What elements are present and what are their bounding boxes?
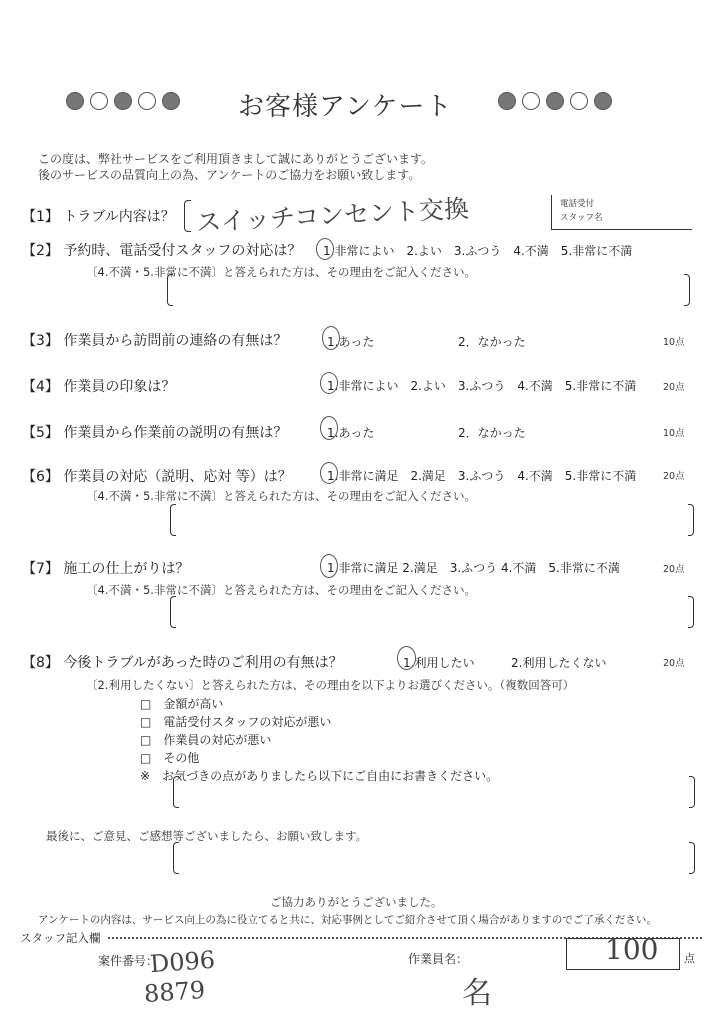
right-dots-decoration [498,92,612,110]
case-number-label: 案件番号： [98,954,159,968]
q7-note: 〔4.不満・5.非常に不満〕と答えられた方は、その理由をご記入ください。 [86,583,476,597]
q7-reason-field[interactable] [170,596,694,628]
q8-reason-1-label: 金額が高い [163,697,224,711]
staff-entry-label: スタッフ記入欄 [20,931,101,945]
q3-points: 10点 [663,337,685,348]
q4-points: 20点 [663,382,685,393]
q6-reason-field[interactable] [170,504,694,536]
disclaimer-text: アンケートの内容は、サービス向上の為に役立てると共に、対応事例としてご紹介させて頂く場合がありますのでご了承ください。 [38,914,657,926]
q8-reason-1[interactable]: □ 金額が高い [140,697,224,711]
q6-label: 【6】 作業員の対応（説明、応対 等）は？ [22,469,292,485]
q7-points: 20点 [663,564,685,575]
q1-answer-handwritten[interactable]: スイッチコンセント交換 [195,193,470,238]
q2-options[interactable]: 1.非常によい 2.よい 3.ふつう 4.不満 5.非常に不満 [323,244,633,258]
title-row [0,86,728,122]
q7-selection-mark [320,554,338,578]
q3-option-2[interactable]: 2．なかった [458,335,526,349]
q3-label: 【3】 作業員から訪問前の連絡の有無は？ [22,333,288,349]
q3-selection-mark [322,326,340,350]
final-comment-field[interactable] [173,842,695,874]
worker-signature: 名 [462,976,492,1011]
staff-box-line-2: スタッフ名 [560,213,603,223]
q6-points: 20点 [663,471,685,482]
q1-label: 【1】 トラブル内容は？ [22,209,175,225]
q6-note: 〔4.不満・5.非常に不満〕と答えられた方は、その理由をご記入ください。 [86,489,476,503]
q8-reason-2[interactable]: □ 電話受付スタッフの対応が悪い [140,715,332,729]
q2-note: 〔4.不満・5.非常に不満〕と答えられた方は、その理由をご記入ください。 [86,265,476,279]
staff-name-box [551,195,692,230]
q8-reason-2-label: 電話受付スタッフの対応が悪い [163,715,332,729]
q7-options[interactable]: 1.非常に満足 2.満足 3.ふつう 4.不満 5.非常に不満 [327,561,620,575]
q8-reason-3-label: 作業員の対応が悪い [163,733,272,747]
q8-note: 〔2.利用したくない〕と答えられた方は、その理由を以下よりお選びください。（複数回答可） [86,678,575,692]
q5-points: 10点 [663,428,685,439]
q8-reason-3[interactable]: □ 作業員の対応が悪い [140,733,272,747]
case-number-line-1[interactable]: D096 [149,945,216,979]
q2-label: 【2】 予約時、電話受付スタッフの対応は？ [22,243,302,259]
q5-label: 【5】 作業員から作業前の説明の有無は？ [22,425,288,441]
score-box[interactable] [566,933,680,970]
q2-reason-field[interactable] [167,274,690,306]
staff-box-line-1: 電話受付 [560,199,595,209]
q6-selection-mark [320,462,338,484]
case-number-line-2[interactable]: 8879 [143,975,206,1009]
q6-options[interactable]: 1.非常に満足 2.満足 3.ふつう 4.不満 5.非常に不満 [327,469,637,483]
q8-free-field[interactable] [173,776,695,808]
q8-option-1[interactable]: 1.利用したい [403,656,475,670]
q8-free-note: ※ お気づきの点がありましたら以下にご自由にお書きください。 [140,769,499,783]
worker-name-label: 作業員名： [408,952,469,966]
intro-line-2: 後のサービスの品質向上の為、アンケートのご協力をお願い致します。 [38,168,421,182]
thanks-text: ご協力ありがとうございました。 [270,895,443,909]
q8-selection-mark [397,646,416,670]
score-value: 100 [605,933,659,966]
q8-reason-4-label: その他 [163,751,200,765]
q5-option-2[interactable]: 2．なかった [458,426,526,440]
q5-selection-mark [320,416,338,440]
intro-line-1: この度は、弊社サービスをご利用頂きまして誠にありがとうございます。 [38,152,434,166]
q8-option-2[interactable]: 2.利用したくない [511,656,607,670]
q8-label: 【8】 今後トラブルがあった時のご利用の有無は？ [22,655,343,671]
q1-bracket [184,200,191,232]
q5-option-1[interactable]: 1.あった [327,426,375,440]
q7-label: 【7】 施工の仕上がりは？ [22,561,190,577]
q2-selection-mark [316,238,334,260]
page-title: お客様アンケート [238,92,453,122]
final-note: 最後に、ご意見、ご感想等ございましたら、お願い致します。 [46,829,368,843]
q4-selection-mark [320,372,338,394]
q4-label: 【4】 作業員の印象は？ [22,379,176,395]
q3-option-1[interactable]: 1.あった [327,335,375,349]
left-dots-decoration [66,92,180,110]
q8-free-note-label: お気づきの点がありましたら以下にご自由にお書きください。 [162,769,499,783]
q8-points: 20点 [663,658,685,669]
q4-options[interactable]: 1.非常によい 2.よい 3.ふつう 4.不満 5.非常に不満 [327,379,637,393]
score-unit: 点 [684,952,695,965]
q8-reason-4[interactable]: □ その他 [140,751,200,765]
